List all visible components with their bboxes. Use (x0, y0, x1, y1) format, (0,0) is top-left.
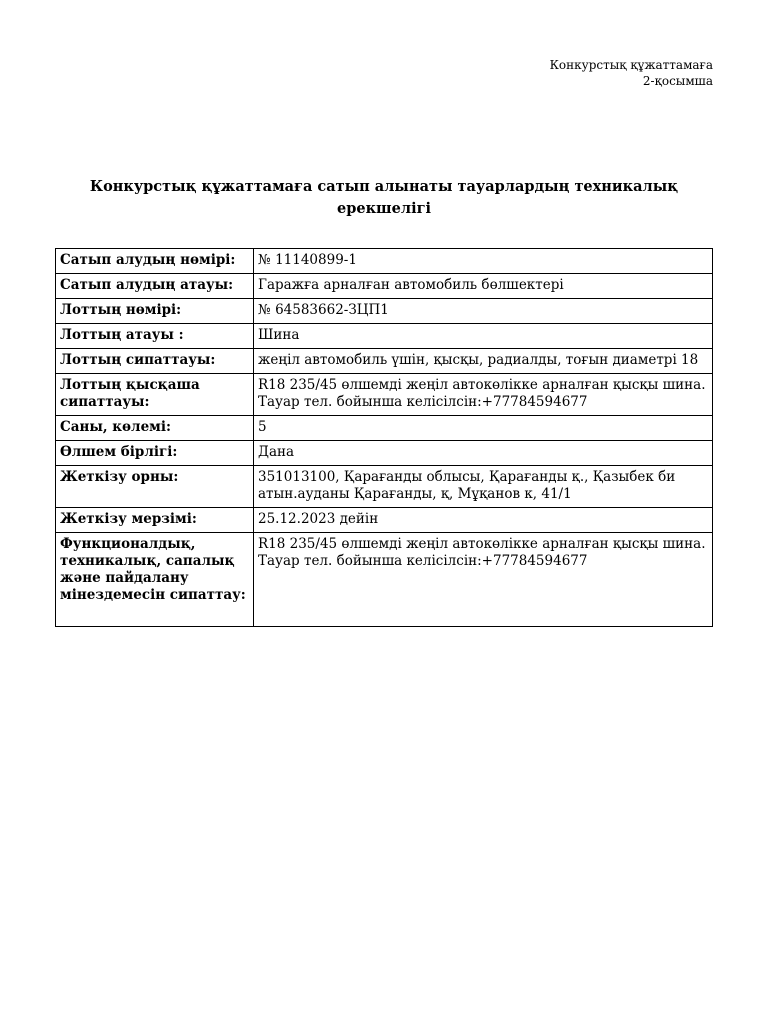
row-value: Шина (254, 324, 713, 349)
row-value: 5 (254, 416, 713, 441)
row-value: Гаражға арналған автомобиль бөлшектері (254, 274, 713, 299)
table-row (56, 249, 713, 274)
table-row (56, 374, 713, 416)
row-label: Лоттың сипаттауы: (56, 349, 254, 374)
row-value: R18 235/45 өлшемді жеңіл автокөлікке арналған қысқы шина. Тауар тел. бойынша келісілсін:+77784594677 (254, 533, 713, 627)
row-label: Жеткізу орны: (56, 466, 254, 508)
specification-table (55, 248, 713, 627)
annex-line-document: Конкурстық құжаттамаға (549, 58, 713, 72)
row-label: Лоттың қысқаша сипаттауы: (56, 374, 254, 416)
row-label: Функционалдық, техникалық, сапалық және пайдалану мінездемесін сипаттау: (56, 533, 254, 627)
row-value: № 64583662-ЗЦП1 (254, 299, 713, 324)
row-value: № 11140899-1 (254, 249, 713, 274)
table-row (56, 324, 713, 349)
row-value: R18 235/45 өлшемді жеңіл автокөлікке арналған қысқы шина. Тауар тел. бойынша келісілсін:+77784594677 (254, 374, 713, 416)
row-label: Лоттың атауы : (56, 324, 254, 349)
table-row (56, 508, 713, 533)
row-label: Өлшем бірлігі: (56, 441, 254, 466)
document-title: Конкурстық құжаттамаға сатып алынаты тауарлардың техникалық ерекшелігі (89, 178, 679, 217)
table-row (56, 299, 713, 324)
row-label: Сатып алудың атауы: (56, 274, 254, 299)
table-row (56, 441, 713, 466)
table-row (56, 274, 713, 299)
row-label: Жеткізу мерзімі: (56, 508, 254, 533)
row-value: жеңіл автомобиль үшін, қысқы, радиалды, тоғын диаметрі 18 (254, 349, 713, 374)
row-label: Лоттың нөмірі: (56, 299, 254, 324)
table-row (56, 533, 713, 627)
row-value: Дана (254, 441, 713, 466)
row-value: 25.12.2023 дейін (254, 508, 713, 533)
row-value: 351013100, Қарағанды облысы, Қарағанды қ., Қазыбек би атын.ауданы Қарағанды, қ, Мұқанов к, 41/1 (254, 466, 713, 508)
annex-line-number: 2-қосымша (642, 74, 713, 88)
table-row (56, 416, 713, 441)
table-row (56, 466, 713, 508)
annex-note (550, 57, 713, 89)
row-label: Саны, көлемі: (56, 416, 254, 441)
table-row (56, 349, 713, 374)
row-label: Сатып алудың нөмірі: (56, 249, 254, 274)
